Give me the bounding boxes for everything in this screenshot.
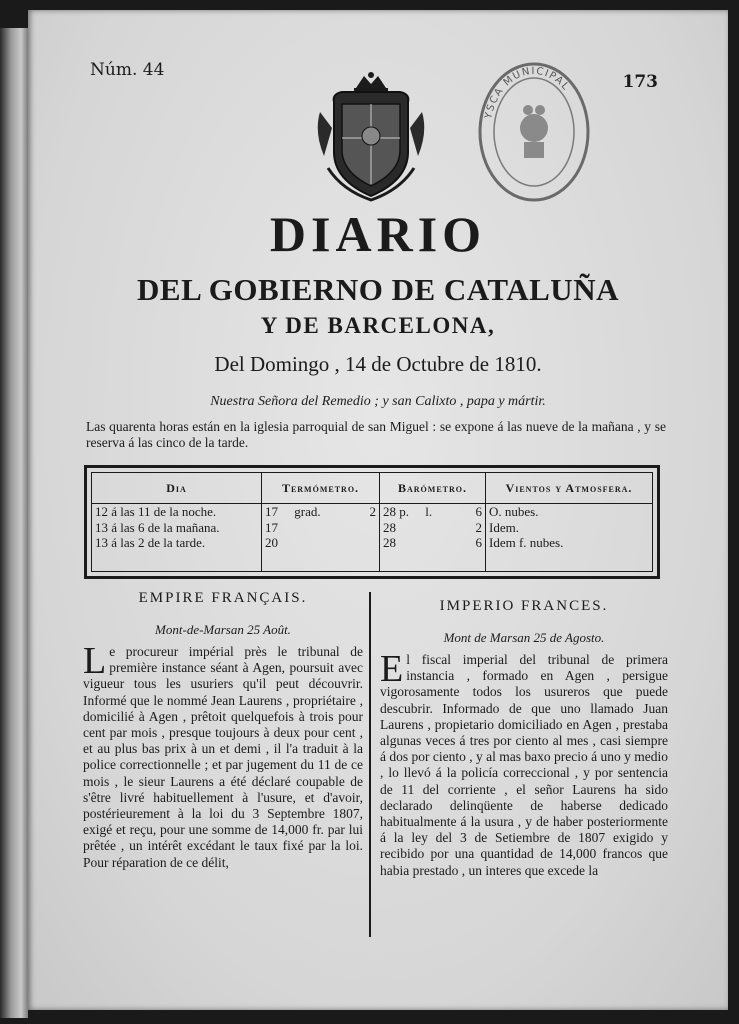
drop-cap: E [380,648,404,690]
masthead-subtitle: DEL GOBIERNO DE CATALUÑA [137,272,619,307]
royal-crest-icon [312,72,430,202]
weather-col-thermometer [262,473,380,571]
weather-header-barometer: Barómetro. [380,473,485,504]
article-heading: IMPERIO FRANCES. [439,598,609,614]
weather-cell: 12 á las 11 de la noche. [95,504,217,519]
column-divider [369,592,371,937]
saints-of-the-day: Nuestra Señora del Remedio ; y san Calixto , papa y mártir. [210,394,546,409]
weather-cell: 13 á las 6 de la mañana. [95,519,220,535]
baro-lines: 2 [475,519,482,535]
article-french [83,590,363,871]
issue-date: Del Domingo , 14 de Octubre de 1810. [214,352,542,376]
weather-header-day: Dia [92,473,261,504]
thermo-value: 20 [265,535,278,550]
weather-table [84,465,660,579]
weather-cell: O. nubes. [489,504,539,519]
article-heading: EMPIRE FRANÇAIS. [138,590,308,606]
masthead-title: DIARIO [269,206,487,262]
masthead-city: Y DE BARCELONA, [260,313,496,338]
article-dateline: Mont de Marsan 25 de Agosto. [443,630,605,645]
weather-cell: Idem. [489,519,519,535]
weather-cell [262,504,379,520]
baro-lines: 6 [475,535,482,550]
article-text: e procureur impérial près le tribunal de première instance séant à Agen, poursuit avec vigueur tous les usuriers qu'il peut découvrir. Informé que le nommé Jean Laurens , propriétaire , domicilié à Agen , prêtoit quelquefois à trois pour cent par mois , presque toujours à deux pour cent , et au plus bas prix à un et demi , il l'a traduit à la police correctionnelle ; et par jugement du 11 de ce mois , le sieur Laurens a été déclaré coupable de s'être livré habituellement à l'usure, et d'avoir, postérieurement à la loi du 3 Septembre 1807, exigé et reçu, pour une somme de 14,000 fr. par lui prêtée , un intérêt excédant le taux fixé par la loi. Pour réparation de ce délit, [83,644,363,870]
weather-col-day [92,473,262,571]
church-notice: Las quarenta horas están en la iglesia parroquial de san Miguel : se expone á las nueve de la mañana , y se reserva á las cinco de la tarde. [86,419,666,450]
article-body [380,648,668,879]
weather-cell [380,520,485,536]
article-spanish [380,590,668,879]
article-text: l fiscal imperial del tribunal de primera instancia , formado en Agen , persigue vigorosamente todos los usureros que puede descubrir. Informado de que uno llamado Juan Laurens , propietario domiciliado en Agen , prestaba algunas veces á tres por ciento al mes , casi siempre á dos por ciento , y al mas baxo precio á uno y medio , lo llevó á la policía correccional , y por sentencia de 11 del corriente , el señor Laurens ha sido declarado delinqüente de haberse dedicado habitualmente á la usura , y de haber posteriormente á la ley del 3 de Setiembre de 1807 exigido y recibido por una quantidad de 14,000 francos que habia prestado , un interes que excede la [380,652,668,878]
thermo-unit: grad. [294,504,321,519]
thermo-value: 17 [265,504,278,519]
municipal-library-stamp [476,58,592,206]
thermo-value: 17 [265,519,278,535]
page-number: 173 [622,72,658,92]
weather-cell: 13 á las 2 de la tarde. [95,535,206,550]
weather-cell [262,535,379,551]
weather-header-thermometer: Termómetro. [262,473,379,504]
baro-value: 28 [383,535,396,550]
weather-header-winds: Vientos y Atmosfera. [486,473,652,504]
weather-cell [380,504,485,520]
article-body [83,640,363,871]
baro-lines: 6 [475,504,482,519]
book-spine [0,28,28,1018]
issue-number: Núm. 44 [90,60,165,80]
weather-col-barometer [380,473,486,571]
thermo-fraction: 2 [369,504,376,519]
weather-cell: Idem f. nubes. [489,535,564,550]
baro-value: 28 p. [383,504,409,519]
newspaper-page [28,10,728,1010]
baro-value: 28 [383,519,396,535]
baro-unit: l. [425,504,433,519]
weather-cell [262,520,379,536]
article-dateline: Mont-de-Marsan 25 Août. [155,622,291,637]
drop-cap: L [83,640,107,682]
weather-col-winds [486,473,652,571]
stamp-text: YSCA MUNICIPAL [483,65,572,120]
weather-cell [380,535,485,551]
